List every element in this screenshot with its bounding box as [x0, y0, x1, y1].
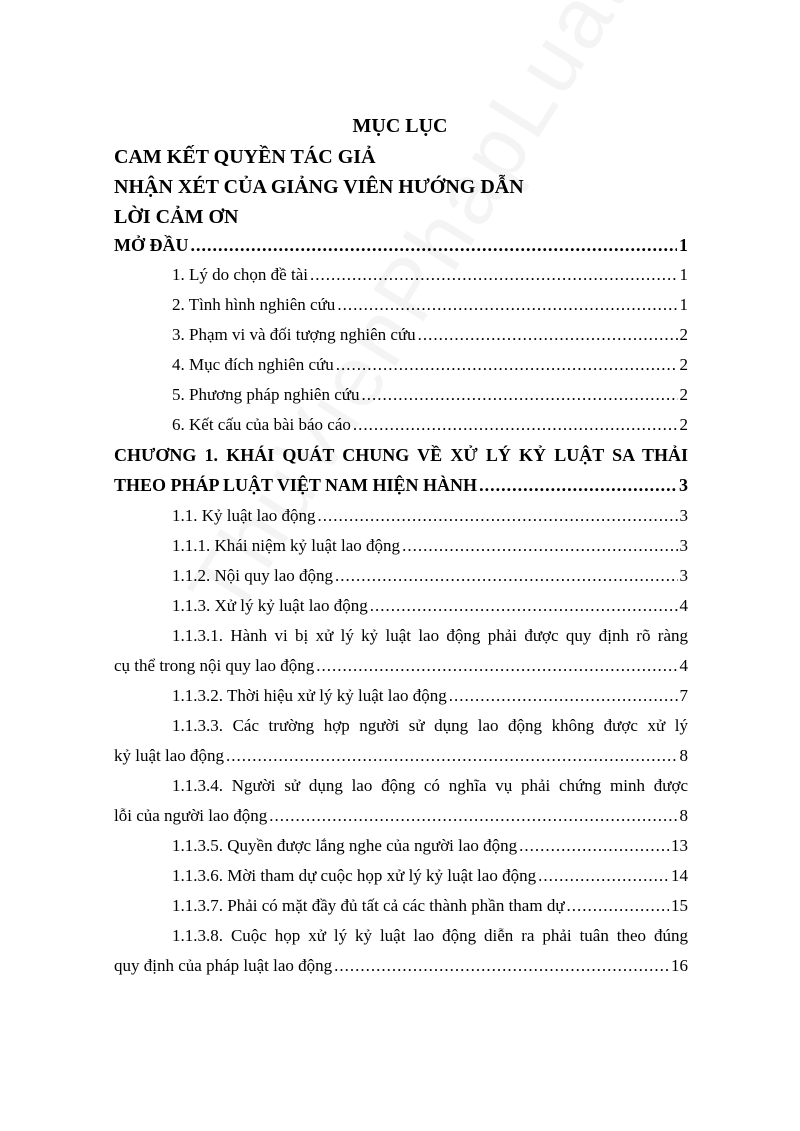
toc-entry-1-1-3-5[interactable] [172, 835, 688, 857]
toc-page-number: 7 [679, 686, 688, 705]
toc-entry-4[interactable] [172, 354, 688, 376]
dot-leader [370, 595, 678, 617]
toc-page-number: 2 [679, 385, 688, 404]
toc-page-number: 4 [679, 656, 688, 675]
toc-entry-1-1-3-4-line-1[interactable]: 1.1.3.4. Người sử dụng lao động có nghĩa vụ phải chứng minh được [172, 776, 688, 795]
toc-page-number: 4 [679, 596, 688, 615]
toc-label: 1.1.3.7. Phải có mặt đầy đủ tất cả các thành phần tham dự [172, 896, 565, 915]
toc-entry-1-1-3-4[interactable] [114, 805, 688, 827]
toc-entry-1-1-2[interactable] [172, 565, 688, 587]
toc-entry-1-1-3-6[interactable] [172, 865, 688, 887]
dot-leader [334, 955, 669, 977]
toc-entry-1-1-3-8[interactable] [114, 955, 688, 977]
heading-loi-cam-on: LỜI CẢM ƠN [114, 206, 239, 228]
toc-page-number: 8 [679, 806, 688, 825]
toc-entry-1-1-1[interactable] [172, 535, 688, 557]
toc-page-number: 13 [671, 836, 688, 855]
dot-leader [335, 565, 677, 587]
dot-leader [336, 354, 678, 376]
toc-page-number: 1 [679, 265, 688, 284]
toc-label: THEO PHÁP LUẬT VIỆT NAM HIỆN HÀNH [114, 475, 478, 495]
dot-leader [361, 384, 677, 406]
toc-label: kỷ luật lao động [114, 746, 225, 765]
toc-label: 1.1.3.2. Thời hiệu xử lý kỷ luật lao động [172, 686, 447, 705]
toc-label: lỗi của người lao động [114, 806, 268, 825]
toc-page-number: 3 [679, 536, 688, 555]
dot-leader [191, 234, 678, 256]
toc-page-number: 1 [679, 235, 688, 255]
dot-leader [316, 655, 677, 677]
dot-leader [337, 294, 677, 316]
dot-leader [402, 535, 677, 557]
toc-entry-1[interactable] [172, 264, 688, 286]
toc-label: 1.1.2. Nội quy lao động [172, 566, 334, 585]
toc-page-number: 1 [679, 295, 688, 314]
toc-label: 1.1. Kỷ luật lao động [172, 506, 316, 525]
dot-leader [318, 505, 678, 527]
toc-page-number: 14 [671, 866, 688, 885]
toc-label: cụ thể trong nội quy lao động [114, 656, 315, 675]
toc-label: 1.1.1. Khái niệm kỷ luật lao động [172, 536, 401, 555]
toc-label: 1. Lý do chọn đề tài [172, 265, 308, 284]
toc-label: 4. Mục đích nghiên cứu [172, 355, 334, 374]
toc-page-number: 3 [679, 506, 688, 525]
toc-label: 5. Phương pháp nghiên cứu [172, 385, 360, 404]
dot-leader [519, 835, 669, 857]
dot-leader [226, 745, 677, 767]
toc-label: 3. Phạm vi và đối tượng nghiên cứu [172, 325, 416, 344]
toc-entry-1-1-3-1-line-1[interactable]: 1.1.3.1. Hành vi bị xử lý kỷ luật lao động phải được quy định rõ ràng [172, 626, 688, 645]
toc-label: 1.1.3. Xử lý kỷ luật lao động [172, 596, 368, 615]
toc-entry-1-1[interactable] [172, 505, 688, 527]
toc-entry-3[interactable] [172, 324, 688, 346]
dot-leader [538, 865, 669, 887]
toc-page-number: 2 [679, 415, 688, 434]
toc-entry-1-1-3[interactable] [172, 595, 688, 617]
heading-cam-ket: CAM KẾT QUYỀN TÁC GIẢ [114, 146, 376, 168]
toc-entry-1-1-3-7[interactable] [172, 895, 688, 917]
toc-chapter-1-line-1[interactable]: CHƯƠNG 1. KHÁI QUÁT CHUNG VỀ XỬ LÝ KỶ LUẬT SA THẢI [114, 445, 688, 465]
dot-leader [479, 474, 677, 496]
toc-label: 6. Kết cấu của bài báo cáo [172, 415, 351, 434]
toc-label: 1.1.3.6. Mời tham dự cuộc họp xử lý kỷ luật lao động [172, 866, 537, 885]
toc-label: quy định của pháp luật lao động [114, 956, 333, 975]
toc-label: 1.1.3.5. Quyền được lắng nghe của người lao động [172, 836, 518, 855]
dot-leader [269, 805, 677, 827]
toc-entry-1-1-3-2[interactable] [172, 685, 688, 707]
toc-entry-5[interactable] [172, 384, 688, 406]
toc-label: MỞ ĐẦU [114, 235, 189, 255]
toc-page-number: 3 [679, 566, 688, 585]
toc-page-number: 16 [671, 956, 688, 975]
toc-page-number: 2 [679, 325, 688, 344]
toc-entry-1-1-3-3-line-1[interactable]: 1.1.3.3. Các trường hợp người sử dụng lao động không được xử lý [172, 716, 688, 735]
heading-nhan-xet: NHẬN XÉT CỦA GIẢNG VIÊN HƯỚNG DẪN [114, 176, 524, 198]
dot-leader [567, 895, 669, 917]
toc-entry-1-1-3-3[interactable] [114, 745, 688, 767]
toc-page-number: 15 [671, 896, 688, 915]
toc-chapter-1[interactable] [114, 474, 688, 496]
dot-leader [353, 414, 678, 436]
toc-label: 2. Tình hình nghiên cứu [172, 295, 336, 314]
dot-leader [449, 685, 678, 707]
dot-leader [418, 324, 678, 346]
toc-entry-1-1-3-1[interactable] [114, 655, 688, 677]
toc-page-number: 2 [679, 355, 688, 374]
toc-page-number: 8 [679, 746, 688, 765]
toc-entry-2[interactable] [172, 294, 688, 316]
page-title: MỤC LỤC [352, 115, 448, 137]
toc-entry-6[interactable] [172, 414, 688, 436]
toc-entry-mo-dau[interactable] [114, 234, 688, 256]
toc-entry-1-1-3-8-line-1[interactable]: 1.1.3.8. Cuộc họp xử lý kỷ luật lao động diễn ra phải tuân theo đúng [172, 926, 688, 945]
dot-leader [310, 264, 678, 286]
toc-page-number: 3 [679, 475, 688, 495]
